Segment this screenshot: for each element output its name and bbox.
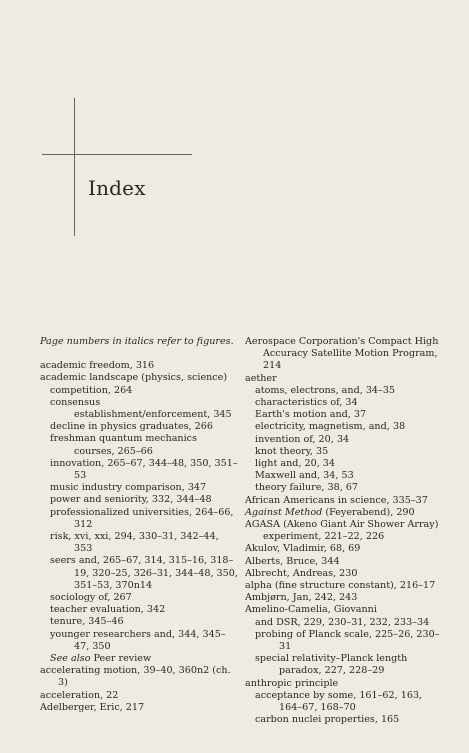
index-subentry: Earth's motion and, 37 xyxy=(255,409,367,421)
index-subentry: atoms, electrons, and, 34–35 xyxy=(255,384,396,396)
index-entry: Adelberger, Eric, 217 xyxy=(40,701,145,713)
index-entry: aether xyxy=(245,372,277,384)
index-subentry: special relativity–Planck length paradox, 227, 228–29 xyxy=(255,653,408,677)
index-entry: acceleration, 22 xyxy=(40,689,119,701)
index-subentry: See also Peer review xyxy=(50,653,152,665)
index-subentry: power and seniority, 332, 344–48 xyxy=(50,494,212,506)
index-subentry: music industry comparison, 347 xyxy=(50,482,207,494)
index-column-right xyxy=(245,336,445,727)
index-entry: academic landscape (physics, science) xyxy=(40,372,228,384)
index-entry: Albrecht, Andreas, 230 xyxy=(245,567,358,579)
index-entry: Ambjørn, Jan, 242, 243 xyxy=(245,592,358,604)
index-subentry: sociology of, 267 xyxy=(50,592,132,604)
index-subentry: acceptance by some, 161–62, 163, 164–67, 168–70 xyxy=(255,689,423,714)
index-subentry: teacher evaluation, 342 xyxy=(50,604,166,616)
index-subentry: younger researchers and, 344, 345–47, 350 xyxy=(50,628,226,652)
index-entry: Against Method (Feyerabend), 290 xyxy=(245,506,415,518)
index-subentry: risk, xvi, xxi, 294, 330–31, 342–44, 353 xyxy=(50,531,219,555)
index-entry: Akulov, Vladimir, 68, 69 xyxy=(245,543,361,555)
index-entry: Aerospace Corporation's Compact High Accuracy Satellite Motion Program, 214 xyxy=(245,336,439,372)
index-subentry: decline in physics graduates, 266 xyxy=(50,421,213,433)
italics-note: Page numbers in italics refer to figures. xyxy=(40,336,234,347)
index-entry: anthropic principle xyxy=(245,677,339,689)
index-subentry: electricity, magnetism, and, 38 xyxy=(255,421,406,433)
index-entry: Alberts, Bruce, 344 xyxy=(245,555,340,567)
index-subentry: innovation, 265–67, 344–48, 350, 351–53 xyxy=(50,457,238,482)
index-subentry: theory failure, 38, 67 xyxy=(255,482,359,494)
decorative-horizontal-rule xyxy=(42,154,192,155)
index-entry: African Americans in science, 335–37 xyxy=(245,494,428,506)
index-entry: AGASA (Akeno Giant Air Shower Array) experiment, 221–22, 226 xyxy=(245,519,439,543)
page-title: Index xyxy=(88,176,146,200)
index-entry: academic freedom, 316 xyxy=(40,360,155,372)
index-subentry: competition, 264 xyxy=(50,384,133,396)
right-entries xyxy=(245,336,445,727)
index-subentry: carbon nuclei properties, 165 xyxy=(255,714,400,726)
index-subentry: Maxwell and, 34, 53 xyxy=(255,470,354,482)
index-subentry: invention of, 20, 34 xyxy=(255,433,350,445)
index-column-left xyxy=(40,336,238,714)
index-subentry: probing of Planck scale, 225–26, 230–31 xyxy=(255,628,440,653)
index-entry: alpha (fine structure constant), 216–17 xyxy=(245,580,436,592)
index-subentry: characteristics of, 34 xyxy=(255,397,358,409)
index-subentry: knot theory, 35 xyxy=(255,445,329,457)
left-entries xyxy=(40,360,238,714)
index-subentry: and DSR, 229, 230–31, 232, 233–34 xyxy=(255,616,430,628)
index-subentry: tenure, 345–46 xyxy=(50,616,124,628)
index-entry: Amelino-Camelia, Giovanni xyxy=(245,604,377,616)
index-subentry: seers and, 265–67, 314, 315–16, 318–19, 320–25, 326–31, 344–48, 350, 351–53, 370n14 xyxy=(50,555,238,591)
index-subentry: freshman quantum mechanics courses, 265–66 xyxy=(50,433,197,457)
index-entry: accelerating motion, 39–40, 360n2 (ch. 3) xyxy=(40,665,231,689)
decorative-vertical-rule xyxy=(74,98,75,236)
index-subentry: light and, 20, 34 xyxy=(255,458,336,470)
index-subentry: consensus establishment/enforcement, 345 xyxy=(50,396,232,421)
index-subentry: professionalized universities, 264–66, 312 xyxy=(50,506,234,530)
